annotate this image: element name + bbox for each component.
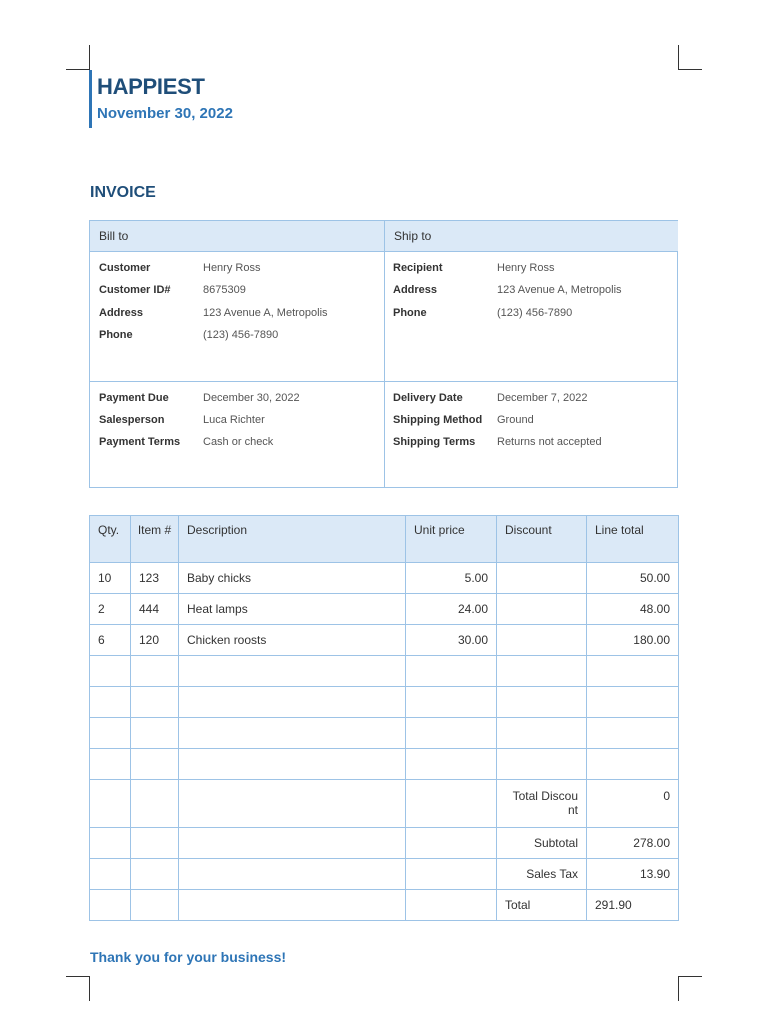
totals-value: 13.90 xyxy=(587,859,679,890)
field-value: (123) 456-7890 xyxy=(497,307,573,319)
invoice-date: November 30, 2022 xyxy=(97,105,233,122)
table-cell xyxy=(131,828,179,859)
totals-row xyxy=(90,859,679,890)
field-label: Phone xyxy=(99,329,133,341)
table-row xyxy=(90,687,679,718)
table-row xyxy=(90,718,679,749)
field-label: Shipping Method xyxy=(393,414,483,426)
table-cell xyxy=(90,718,131,749)
table-cell xyxy=(587,656,679,687)
totals-row xyxy=(90,890,679,921)
field-value: (123) 456-7890 xyxy=(203,329,279,341)
table-cell xyxy=(406,687,497,718)
table-cell xyxy=(179,718,406,749)
table-cell xyxy=(90,687,131,718)
field-label: Address xyxy=(99,307,144,319)
table-cell xyxy=(90,828,131,859)
col-header-qty: Qty. xyxy=(90,516,131,563)
table-cell xyxy=(90,749,131,780)
field-label: Payment Due xyxy=(99,392,169,404)
table-cell xyxy=(587,718,679,749)
field-label: Address xyxy=(393,284,438,296)
info-vertical-divider xyxy=(384,221,385,487)
crop-mark-bottom-right-h xyxy=(678,976,702,977)
table-row xyxy=(90,749,679,780)
table-cell xyxy=(179,890,406,921)
header-accent-bar xyxy=(89,70,92,128)
crop-mark-top-left-h xyxy=(66,69,90,70)
company-name: HAPPIEST xyxy=(97,74,205,99)
table-cell xyxy=(131,687,179,718)
table-cell xyxy=(497,656,587,687)
table-cell xyxy=(90,890,131,921)
field-label: Recipient xyxy=(393,262,443,274)
table-row xyxy=(90,563,679,594)
table-cell xyxy=(90,780,131,828)
crop-mark-top-left-v xyxy=(89,45,90,70)
table-cell: 50.00 xyxy=(587,563,679,594)
table-cell xyxy=(497,625,587,656)
table-cell xyxy=(497,749,587,780)
table-cell xyxy=(406,656,497,687)
table-cell xyxy=(179,859,406,890)
table-cell: Chicken roosts xyxy=(179,625,406,656)
totals-value: 0 xyxy=(587,780,679,828)
table-cell xyxy=(179,780,406,828)
table-cell xyxy=(587,687,679,718)
table-cell xyxy=(131,780,179,828)
table-cell: 444 xyxy=(131,594,179,625)
crop-mark-bottom-right-v xyxy=(678,976,679,1001)
table-cell xyxy=(497,563,587,594)
table-cell xyxy=(179,749,406,780)
table-header-row xyxy=(90,516,679,563)
table-cell xyxy=(406,780,497,828)
field-value: 8675309 xyxy=(203,284,246,296)
col-header-description: Description xyxy=(179,516,406,563)
field-label: Customer ID# xyxy=(99,284,171,296)
table-cell: 10 xyxy=(90,563,131,594)
field-label: Salesperson xyxy=(99,414,165,426)
field-value: December 7, 2022 xyxy=(497,392,588,404)
table-cell: 48.00 xyxy=(587,594,679,625)
info-horizontal-divider xyxy=(90,381,677,382)
totals-label: Subtotal xyxy=(497,828,587,859)
totals-label: Total Discount xyxy=(497,780,587,828)
table-cell: 123 xyxy=(131,563,179,594)
field-value: Returns not accepted xyxy=(497,436,602,448)
crop-mark-bottom-left-h xyxy=(66,976,90,977)
crop-mark-top-right-v xyxy=(678,45,679,70)
table-cell: 30.00 xyxy=(406,625,497,656)
bill-ship-info-box xyxy=(89,220,678,488)
field-value: Luca Richter xyxy=(203,414,265,426)
table-cell xyxy=(179,656,406,687)
bill-to-header: Bill to xyxy=(90,221,384,252)
table-cell xyxy=(406,828,497,859)
table-row xyxy=(90,625,679,656)
col-header-line-total: Line total xyxy=(587,516,679,563)
table-cell: 6 xyxy=(90,625,131,656)
table-cell xyxy=(497,594,587,625)
table-row xyxy=(90,656,679,687)
field-label: Payment Terms xyxy=(99,436,181,448)
table-cell: Baby chicks xyxy=(179,563,406,594)
table-cell xyxy=(179,828,406,859)
ship-to-header: Ship to xyxy=(385,221,678,252)
table-cell: 180.00 xyxy=(587,625,679,656)
invoice-title: INVOICE xyxy=(90,184,156,201)
table-cell xyxy=(90,859,131,890)
field-value: Cash or check xyxy=(203,436,274,448)
crop-mark-top-right-h xyxy=(678,69,702,70)
field-label: Delivery Date xyxy=(393,392,463,404)
table-row xyxy=(90,594,679,625)
table-cell: Heat lamps xyxy=(179,594,406,625)
field-value: Henry Ross xyxy=(497,262,555,274)
table-cell: 24.00 xyxy=(406,594,497,625)
field-value: 123 Avenue A, Metropolis xyxy=(497,284,622,296)
totals-value: 278.00 xyxy=(587,828,679,859)
table-cell: 5.00 xyxy=(406,563,497,594)
totals-label: Sales Tax xyxy=(497,859,587,890)
table-cell: 120 xyxy=(131,625,179,656)
table-cell: 2 xyxy=(90,594,131,625)
table-cell xyxy=(131,749,179,780)
field-value: December 30, 2022 xyxy=(203,392,300,404)
table-cell xyxy=(406,749,497,780)
field-label: Phone xyxy=(393,307,427,319)
table-cell xyxy=(406,859,497,890)
table-cell xyxy=(131,656,179,687)
table-cell xyxy=(406,718,497,749)
crop-mark-bottom-left-v xyxy=(89,976,90,1001)
field-value: Ground xyxy=(497,414,534,426)
col-header-unit-price: Unit price xyxy=(406,516,497,563)
table-cell xyxy=(497,718,587,749)
table-cell xyxy=(131,718,179,749)
col-header-item: Item # xyxy=(131,516,179,563)
field-label: Customer xyxy=(99,262,151,274)
line-items-table xyxy=(89,515,679,921)
totals-value: 291.90 xyxy=(587,890,679,921)
table-cell xyxy=(179,687,406,718)
totals-row xyxy=(90,780,679,828)
field-value: Henry Ross xyxy=(203,262,261,274)
table-cell xyxy=(587,749,679,780)
field-value: 123 Avenue A, Metropolis xyxy=(203,307,328,319)
table-cell xyxy=(90,656,131,687)
totals-label: Total xyxy=(497,890,587,921)
table-cell xyxy=(406,890,497,921)
table-cell xyxy=(131,859,179,890)
table-cell xyxy=(131,890,179,921)
col-header-discount: Discount xyxy=(497,516,587,563)
thank-you-message: Thank you for your business! xyxy=(90,949,287,965)
totals-row xyxy=(90,828,679,859)
table-cell xyxy=(497,687,587,718)
field-label: Shipping Terms xyxy=(393,436,476,448)
